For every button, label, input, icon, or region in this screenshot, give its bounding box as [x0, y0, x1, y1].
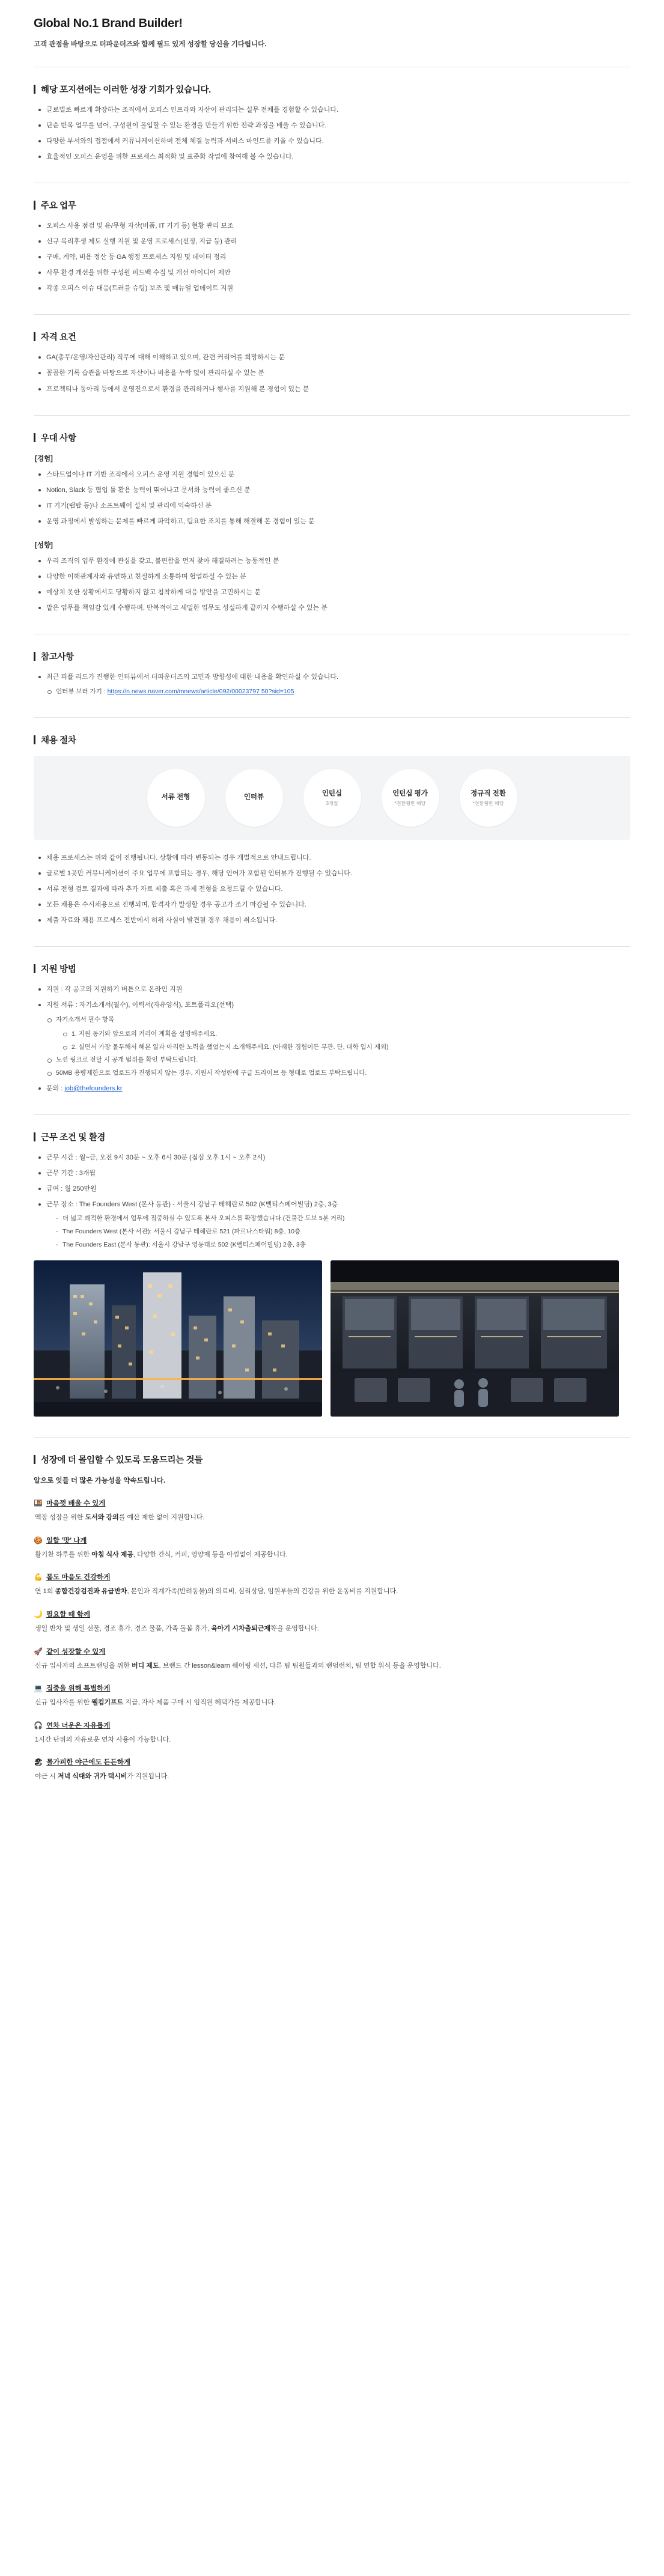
section-bar-icon [34, 85, 35, 94]
benefit-emoji-icon: 🍱 [34, 1499, 43, 1508]
step-label: 인턴십 평가 [392, 790, 428, 798]
list-item: 운영 과정에서 발생하는 문제를 빠르게 파악하고, 팀요한 조치를 통해 해결해 본 경험이 있는 분 [37, 517, 630, 527]
list-item: 꼼꼼한 기록 습관을 바탕으로 자산이나 비용을 누락 없이 관리하실 수 있는 분 [37, 368, 630, 378]
benefit-title: 연차 너운은 자유롭게 [46, 1722, 111, 1730]
office-photos [34, 1260, 630, 1417]
benefit-title: 마음껏 배울 수 있게 [46, 1500, 106, 1508]
section-duties [34, 199, 630, 294]
group-label: [경험] [35, 455, 53, 463]
duties-list [37, 221, 630, 294]
section-header [34, 650, 630, 663]
work-location-text: 근무 장소 : The Founders West (본사 동관) - 서울시 강남구 테헤란로 502 (K밸티스페어빌딩) 2층, 3층 [46, 1201, 338, 1208]
apply-list [37, 985, 630, 1094]
preferred-traits-list [37, 556, 630, 613]
benefit-head [34, 1683, 630, 1693]
list-item: 글로벌로 빠르게 확장하는 조직에서 오피스 인프라와 자산이 관리되는 실무 전체를 경험할 수 있습니다. [37, 105, 630, 115]
list-item: 채용 프로세스는 위와 같이 진행됩니다. 상황에 따라 변동되는 경우 개별적으로 안내드립니다. [37, 853, 630, 863]
benefit-item-leave [34, 1721, 630, 1746]
list-item: 구매, 계약, 비용 정산 등 GA 행정 프로세스 지원 및 데이터 정리 [37, 252, 630, 263]
section-title: 주요 업무 [41, 201, 76, 211]
benefit-title: 같이 성장할 수 있게 [46, 1648, 106, 1656]
section-requirements [34, 330, 630, 394]
list-item: 50MB 용량제한으로 업로드가 진행되지 않는 경우, 지원서 작성란에 구글 드라이브 등 형태로 업로드 부탁드립니다. [46, 1069, 630, 1078]
section-title: 해당 포지션에는 이러한 성장 기회가 있습니다. [41, 85, 211, 95]
benefit-title: 일할 '맛' 나게 [46, 1537, 87, 1545]
note-text: 최근 피플 리드가 진행한 인터뷰에서 더파운더즈의 고민과 방향성에 대한 내용을 확인하실 수 있습니다. [46, 673, 339, 681]
benefit-head [34, 1498, 630, 1508]
section-bar-icon [34, 652, 35, 661]
list-item: 서류 전형 검토 결과에 따라 추가 자료 제출 혹은 과제 전형을 요청드릴 수 있습니다. [37, 884, 630, 895]
list-item: Notion, Slack 등 협업 툴 활용 능력이 뛰어나고 문서화 능력이 좋으신 분 [37, 485, 630, 496]
divider [34, 946, 630, 947]
section-conditions [34, 1131, 630, 1417]
interview-link[interactable]: https://n.news.naver.com/mnews/article/092/00023797 50?sid=105 [107, 687, 294, 695]
benefit-body [35, 1513, 630, 1523]
benefit-emoji-icon: 🎧 [34, 1721, 43, 1730]
section-bar-icon [34, 433, 35, 442]
preferred-group-traits [34, 540, 630, 613]
benefit-head [34, 1757, 630, 1767]
section-header [34, 199, 630, 211]
resume-required-label: 자기소개서 필수 항목 [56, 1016, 115, 1024]
list-item: 2. 실면서 가장 몰두해서 해본 일과 아리란 노력을 했었는지 소개해주세요. (아래한 경험이든 무관. 단, 대학 입시 제외) [62, 1043, 630, 1053]
section-notes [34, 650, 630, 697]
contact-label: 문의 : [46, 1084, 65, 1092]
benefit-emoji-icon: 🍪 [34, 1536, 43, 1545]
benefit-item-food [34, 1536, 630, 1561]
benefit-body-plain: 신규 입사자를 위한 [35, 1699, 92, 1707]
benefit-emoji-icon: 🏖 [34, 1758, 43, 1767]
preferred-experience-list [37, 470, 630, 527]
list-item [46, 1015, 630, 1052]
benefit-title: 몰가피한 야근에도 든든하게 [46, 1759, 130, 1767]
list-item: 근무 기간 : 3개월 [37, 1168, 630, 1179]
list-item: 우리 조직의 업무 환경에 관심을 갖고, 불편함을 먼저 찾아 해결하려는 능동적인 분 [37, 556, 630, 567]
benefit-body [35, 1772, 630, 1782]
benefit-item-overtime [34, 1757, 630, 1782]
section-benefits [34, 1453, 630, 1782]
benefit-body-tail: 等을 운영합니다. [270, 1625, 319, 1633]
step-label: 서류 전형 [161, 793, 190, 801]
section-title: 자격 요건 [41, 333, 76, 343]
section-header [34, 962, 630, 975]
list-item: 지원 : 각 공고의 지원하기 버튼으로 온라인 지원 [37, 985, 630, 995]
list-item: 제출 자료와 채용 프로세스 전반에서 허위 사실이 발견될 경우 채용이 취소됩니다. [37, 916, 630, 926]
benefit-body-bold: 버디 제도 [132, 1662, 159, 1669]
process-step-internship [303, 769, 361, 827]
benefit-title: 몸도 마음도 건강하게 [46, 1574, 111, 1582]
benefit-head [34, 1572, 630, 1582]
section-bar-icon [34, 964, 35, 973]
section-apply [34, 962, 630, 1094]
contact-item [37, 1084, 630, 1094]
step-sublabel: 3개월 [326, 801, 338, 807]
section-header [34, 431, 630, 444]
apply-sub-list [46, 1015, 630, 1078]
step-label: 인턴십 [321, 790, 343, 798]
office-address-list [55, 1214, 630, 1250]
section-bar-icon [34, 1132, 35, 1141]
growth-list [37, 105, 630, 162]
divider [34, 314, 630, 315]
benefit-body-bold: 도서와 강의 [85, 1514, 119, 1522]
list-item: - The Founders East (본사 동관): 서울시 강남구 영동대로 502 (K밸티스페어빌딩) 2층, 3층 [55, 1241, 630, 1250]
step-label: 정규직 전환 [471, 790, 506, 798]
benefit-body-tail: 지급, 자사 제품 구매 시 임직원 혜택가를 제공합니다. [123, 1699, 276, 1707]
apply-sub-sub-list [62, 1030, 630, 1053]
list-item: 효율적인 오피스 운영을 위한 프로세스 최적화 및 표준화 작업에 참여해 볼 수 있습니다. [37, 152, 630, 162]
benefit-item-health [34, 1572, 630, 1597]
section-process [34, 734, 630, 926]
section-bar-icon [34, 1455, 35, 1464]
benefit-body-plain: 야근 시 [35, 1773, 58, 1781]
office-photo-lobby-image [330, 1260, 619, 1417]
list-item: 모든 채용은 수시채용으로 진행되며, 합격자가 발생할 경우 공고가 조기 마감될 수 있습니다. [37, 900, 630, 910]
list-item: 글로벌 1곳만 커뮤니케이션이 주요 업무에 포함되는 경우, 해당 언어가 포함된 인터뷰가 진행될 수 있습니다. [37, 869, 630, 879]
section-header [34, 330, 630, 343]
requirements-list [37, 353, 630, 394]
benefit-title: 집중을 위해 특별하게 [46, 1685, 111, 1693]
benefit-body-tail: , 다양한 간식, 커피, 영양제 등을 아낌없이 제공합니다. [133, 1551, 288, 1558]
list-item: IT 기기(랩탑 등)나 소프트웨어 설치 및 관리에 익숙하신 분 [37, 501, 630, 511]
step-label: 인터뷰 [243, 793, 264, 801]
list-item: 프로젝티나 동아리 등에서 운영진으로서 환경을 관리하거나 행사를 지원해 본 경험이 있는 분 [37, 384, 630, 395]
benefit-body [35, 1698, 630, 1709]
section-bar-icon [34, 201, 35, 210]
benefit-body [35, 1661, 630, 1672]
hiring-process-flow [34, 756, 630, 840]
section-header [34, 734, 630, 746]
list-item: 다양한 부서와의 접점에서 커뮤니케이션하며 전체 체결 능력과 서비스 마인드를 키울 수 있습니다. [37, 136, 630, 147]
benefit-item-learning [34, 1498, 630, 1523]
divider [34, 1437, 630, 1438]
divider [34, 1114, 630, 1115]
list-item: 스타트업이나 IT 기반 조직에서 오피스 운영 지원 경험이 있으신 분 [37, 470, 630, 480]
benefit-body-tail: 가 지원됩니다. [127, 1773, 169, 1781]
process-list [37, 853, 630, 926]
step-sublabel: *전환형만 해당 [472, 801, 504, 807]
conditions-list [37, 1153, 630, 1250]
list-item: - The Founders West (본사 서관): 서울시 강남구 테헤란로 521 (파르나스타워) 8층, 10층 [55, 1227, 630, 1237]
benefit-emoji-icon: 🚀 [34, 1647, 43, 1656]
list-item: 다양한 이해관계자와 유연하고 친절하게 소통하며 협업하실 수 있는 분 [37, 572, 630, 582]
section-bar-icon [34, 735, 35, 744]
divider [34, 415, 630, 416]
list-item: 오피스 사용 점검 및 유/무형 자산(비품, IT 기기 등) 현황 관리 보조 [37, 221, 630, 231]
divider [34, 717, 630, 718]
list-item [37, 672, 630, 697]
interview-link-label: 인터뷰 보러 가기 : [56, 687, 108, 695]
list-item: 단순 반복 업무를 넘어, 구성원이 몰입할 수 있는 환경을 만들기 위한 전략 과정을 배울 수 있습니다. [37, 121, 630, 131]
list-item: - 더 넓고 쾌적한 환경에서 업무에 집중하실 수 있도록 본사 오피스를 확장했습니다.(건물간 도보 5분 거리) [55, 1214, 630, 1224]
page-title: Global No.1 Brand Builder! [34, 17, 183, 30]
benefit-title: 필요할 때 함께 [46, 1611, 90, 1619]
notes-list [37, 672, 630, 697]
section-title: 채용 절차 [41, 735, 76, 746]
benefit-emoji-icon: 🌙 [34, 1610, 43, 1619]
list-item: 맡은 업무를 책임감 있게 수행하며, 반복적이고 세밀한 업무도 성실하게 끝까지 수행하실 수 있는 분 [37, 603, 630, 613]
section-title: 우대 사항 [41, 433, 76, 443]
process-step-internship-eval [382, 769, 439, 827]
benefit-body-plain: 액장 성장을 위한 [35, 1514, 85, 1522]
benefit-body-plain: 연 1회 [35, 1588, 55, 1596]
contact-email-link[interactable]: job@thefounders.kr [64, 1084, 123, 1092]
benefit-body-plain: 신규 입사자의 소프트랜딩을 위한 [35, 1662, 132, 1669]
benefit-body-tail: , 본인과 직계가족(반려동물)의 의료비, 심리상담, 임원부들의 건강을 위한 운동비를 지원합니다. [127, 1588, 398, 1596]
group-label: [성향] [35, 541, 53, 549]
section-title: 성장에 더 몰입할 수 있도록 도움드리는 것들 [41, 1456, 203, 1466]
benefit-body [35, 1624, 630, 1635]
process-step-fulltime [460, 769, 517, 827]
list-item: 노션 링크로 전달 시 공개 범위를 확인 부탁드립니다. [46, 1056, 630, 1065]
list-item: 각종 오피스 이슈 대응(트러블 슈팅) 보조 및 매뉴얼 업데이트 지원 [37, 284, 630, 294]
list-item: 근무 시간 : 월~금, 오전 9시 30분 ~ 오후 6시 30분 (점심 오후 1시 ~ 오후 2시) [37, 1153, 630, 1163]
section-header [34, 83, 630, 96]
list-item: 1. 지원 동기와 앞으로의 커리어 계획을 설명해주세요. [62, 1030, 630, 1039]
benefit-body-bold: 저녁 식대와 귀가 택시비 [58, 1773, 127, 1781]
benefit-body [35, 1735, 630, 1746]
page-subtitle: 고객 관점을 바탕으로 더파운더즈와 함께 필드 있게 성장할 당신을 기다립니다. [34, 41, 267, 48]
interview-link-item [46, 687, 630, 697]
note-sub-list [46, 687, 630, 697]
benefit-body-tail: 를 예산 제한 없이 지원합니다. [118, 1514, 205, 1522]
benefit-body-tail: , 브랜드 간 lesson&learn 쉐어링 세션, 다른 팀 팀원들과의 랜덤런치, 팀 연합 워식 등을 운영합니다. [159, 1662, 441, 1669]
benefit-head [34, 1721, 630, 1730]
section-header [34, 1453, 630, 1466]
section-header [34, 1131, 630, 1143]
process-step-document [147, 769, 205, 827]
benefits-lead: 알으로 잇들 더 많은 가능성을 약속드립니다. [34, 1477, 166, 1485]
benefit-body-bold: 웰컴기프트 [91, 1699, 124, 1707]
benefit-body-plain: 생일 반차 및 생일 선물, 경조 휴가, 경조 물품, 가족 돌봄 휴가, [35, 1625, 212, 1633]
office-photo-exterior [34, 1260, 322, 1417]
list-item: 신규 복리후생 제도 실행 지원 및 운영 프로세스(선정, 지급 등) 관리 [37, 237, 630, 247]
benefit-head [34, 1647, 630, 1656]
list-item: 예상치 못한 상황에서도 당황하지 않고 침착하게 대응 방안을 고민하시는 분 [37, 588, 630, 598]
benefit-body-bold: 아침 식사 제공 [91, 1551, 134, 1558]
list-item: 급여 : 월 250만원 [37, 1184, 630, 1194]
list-item: GA(총무/운영/자산관리) 직무에 대해 이해하고 있으며, 관련 커리어를 희망하시는 분 [37, 353, 630, 363]
benefit-item-growth [34, 1647, 630, 1672]
step-sublabel: *전환형만 해당 [394, 801, 426, 807]
benefit-item-family [34, 1609, 630, 1635]
list-item [37, 1000, 630, 1078]
list-item [37, 1200, 630, 1250]
preferred-group-experience [34, 454, 630, 527]
section-preferred [34, 431, 630, 613]
benefit-body-bold: 육아기 시차출퇴근제 [211, 1625, 270, 1633]
section-growth [34, 83, 630, 162]
benefit-head [34, 1609, 630, 1619]
benefit-head [34, 1536, 630, 1545]
benefit-body-plain: 1시간 단위의 자유로운 연차 사용이 가능합니다. [35, 1736, 171, 1743]
section-bar-icon [34, 332, 35, 341]
section-title: 지원 방법 [41, 964, 76, 974]
benefit-emoji-icon: 💪 [34, 1573, 43, 1582]
benefit-body [35, 1587, 630, 1597]
benefit-body-bold: 종합건강검진과 유급반차 [55, 1588, 127, 1596]
apply-docs-text: 지원 서류 : 자기소개서(필수), 이력서(자유양식), 포트폴리오(선택) [46, 1001, 234, 1009]
section-title: 근무 조건 및 환경 [41, 1132, 106, 1143]
benefit-emoji-icon: 💻 [34, 1684, 43, 1693]
benefit-item-welcome [34, 1683, 630, 1709]
office-photo-exterior-image [34, 1260, 322, 1417]
list-item: 사무 환경 개선을 위한 구성원 피드백 수집 및 개선 아이디어 제안 [37, 268, 630, 278]
section-title: 참고사항 [41, 652, 74, 662]
benefit-body [35, 1550, 630, 1561]
benefit-body-plain: 활기찬 하루를 위한 [35, 1551, 92, 1558]
process-step-interview [225, 769, 283, 827]
office-photo-lobby [330, 1260, 619, 1417]
